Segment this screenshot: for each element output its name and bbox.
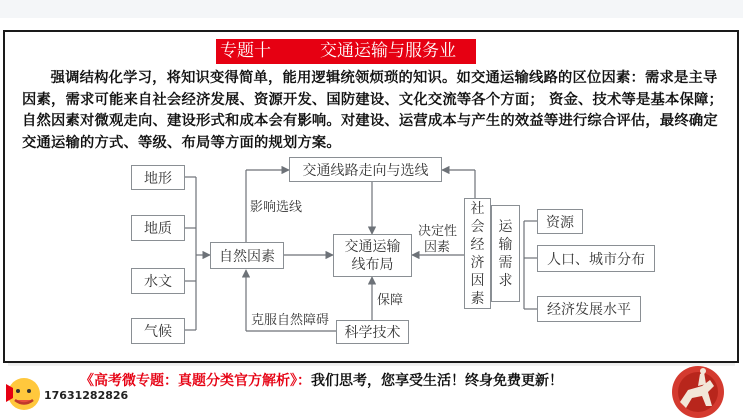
- promo-book-link[interactable]: 《高考微专题：真题分类官方解析》：: [80, 373, 311, 389]
- socio-economic-box: [464, 198, 491, 309]
- factor-geology: 地质: [131, 215, 185, 241]
- factor-hydrology: 水文: [131, 268, 185, 294]
- label-decisive-1: 决定性: [418, 224, 458, 239]
- factor-terrain: 地形: [131, 165, 185, 190]
- natural-factors-box: 自然因素: [210, 242, 284, 269]
- route-selection-box: 交通线路走向与选线: [289, 157, 442, 182]
- transport-demand-box: [491, 205, 520, 302]
- label-overcome: 克服自然障碍: [251, 313, 330, 328]
- socio-economic-label: 社会经济因素: [470, 200, 485, 307]
- demand-economy: 经济发展水平: [537, 296, 641, 322]
- intro-paragraph: 强调结构化学习，将知识变得简单，能用逻辑统领烦琐的知识。如交通运输线路的区位因素：需求是主导因素，需求可能来自社会经济发展、资源开发、国防建设、文化交流等各个方面； 资金、技术等是基本保障；自然因素对微观走向、建设形式和成本会有影响。对建设、运营成本与产生的效益等进行综合评估，最终确定交通运输的方式、等级、布局等方面的规划方案。: [22, 70, 724, 151]
- demand-population: 人口、城市分布: [537, 245, 655, 272]
- factor-climate: 气候: [131, 318, 185, 344]
- topic-number: 专题十: [220, 41, 271, 61]
- topic-title: 交通运输与服务业: [320, 41, 456, 61]
- transport-layout-box: [333, 234, 412, 277]
- transport-demand-label: 运输需求: [498, 218, 513, 289]
- label-decisive-2: 因素: [424, 240, 451, 255]
- science-tech-box: 科学技术: [336, 320, 409, 344]
- layout-line-1: 交通运输: [344, 238, 401, 255]
- layout-line-2: 线布局: [351, 256, 394, 273]
- label-influence-route: 影响选线: [250, 200, 303, 215]
- demand-resources: 资源: [537, 209, 583, 234]
- megaphone-mascot-icon: [4, 374, 42, 414]
- promo-slogan: 我们思考，您享受生活！终身免费更新！: [311, 373, 563, 389]
- footer-promo: [80, 370, 563, 390]
- phone-number: 17631282826: [44, 389, 129, 402]
- label-guarantee: 保障: [377, 293, 404, 308]
- horse-rider-logo-icon: [650, 362, 740, 418]
